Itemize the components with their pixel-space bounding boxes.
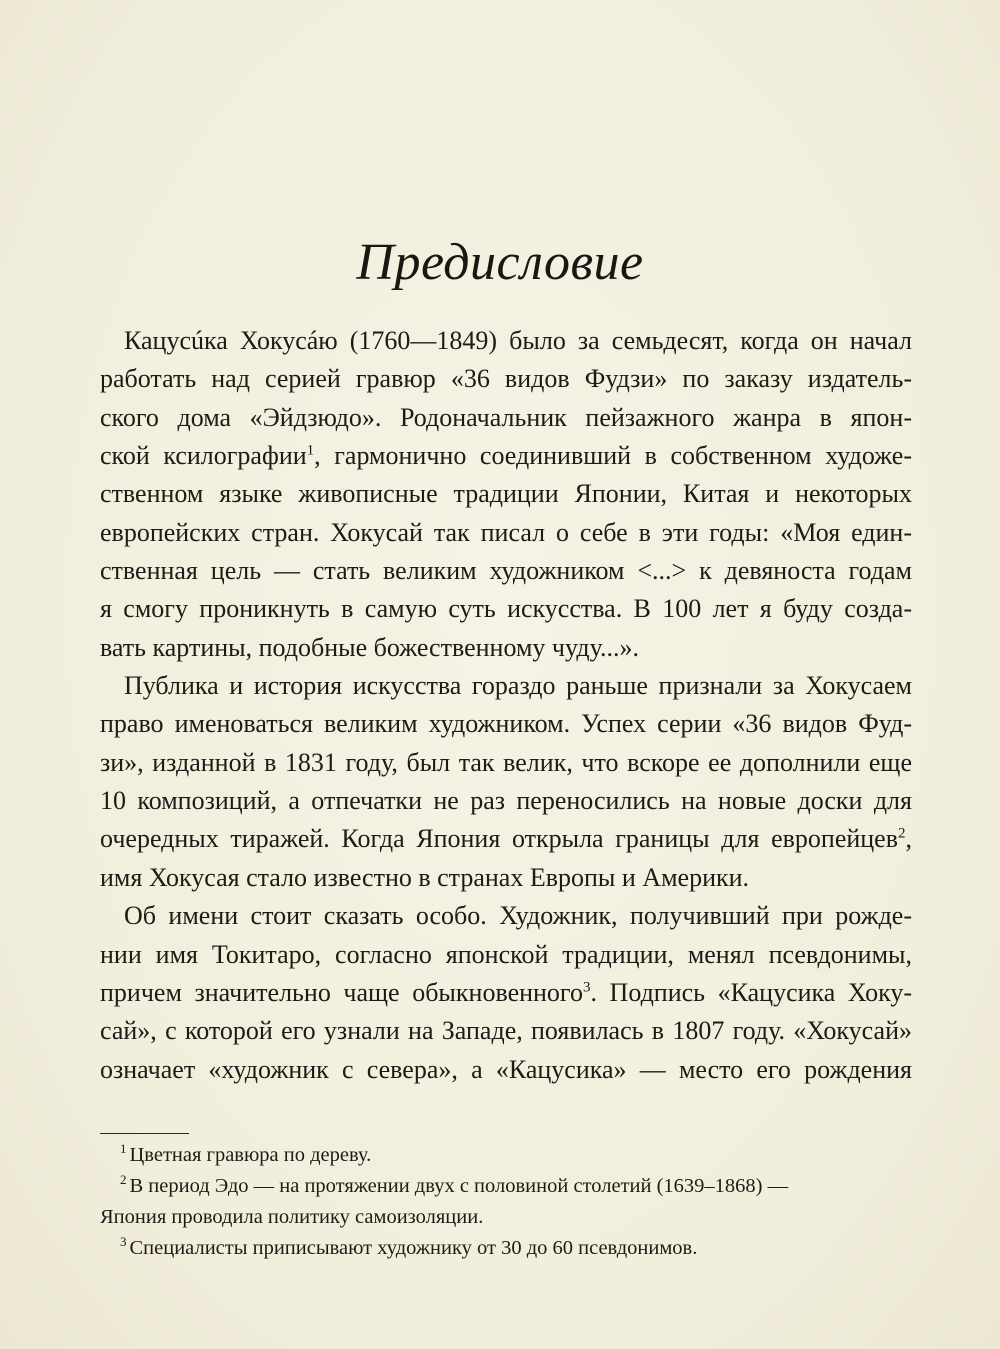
footnote-number: 3 bbox=[120, 1234, 127, 1250]
footnote-continuation: Япония проводила политику самоизоляции. bbox=[100, 1206, 484, 1228]
body-text bbox=[100, 322, 912, 1089]
footnote-text: Специалисты приписывают художнику от 30 до 60 псевдонимов. bbox=[129, 1237, 698, 1259]
text-line: Публика и история искусства гораздо раньше признали за Хокусаем bbox=[124, 671, 912, 701]
text-line-with-footnote bbox=[100, 820, 912, 858]
footnote bbox=[100, 1233, 912, 1264]
text-fragment: очередных тиражей. Когда Япония открыла границы для европейцев bbox=[100, 824, 898, 854]
text-line: ского дома «Эйдзюдо». Родоначальник пейзажного жанра в япон- bbox=[100, 402, 912, 432]
footnote bbox=[100, 1140, 912, 1171]
footnotes bbox=[100, 1140, 912, 1264]
text-line: означает «художник с севера», а «Кацусика» — место его рождения bbox=[100, 1054, 912, 1084]
text-line: работать над серией гравюр «36 видов Фудзи» по заказу издатель- bbox=[100, 364, 912, 394]
text-fragment: , bbox=[905, 824, 912, 854]
footnote-marker: 2 bbox=[898, 825, 906, 842]
text-line-with-footnote bbox=[100, 974, 912, 1012]
text-line: право именоваться великим художником. Успех серии «36 видов Фуд- bbox=[100, 709, 912, 739]
text-line: ственная цель — стать великим художником <...> к девяноста годам bbox=[100, 556, 912, 586]
footnote-number: 2 bbox=[120, 1172, 127, 1188]
text-fragment: . Подпись «Кацусика Хоку- bbox=[590, 977, 912, 1007]
text-line: Кацусúка Хокусáю (1760—1849) было за семьдесят, когда он начал bbox=[124, 326, 912, 355]
text-line-with-footnote bbox=[100, 437, 912, 475]
text-line: вать картины, подобные божественному чуду...». bbox=[100, 632, 639, 662]
footnote-text: Цветная гравюра по дереву. bbox=[129, 1144, 372, 1166]
footnote-text: В период Эдо — на протяжении двух с половиной столетий (1639–1868) — bbox=[129, 1175, 789, 1197]
footnote bbox=[100, 1171, 912, 1202]
text-fragment: причем значительно чаще обыкновенного bbox=[100, 977, 583, 1007]
text-line: 10 композиций, а отпечатки не раз переносились на новые доски для bbox=[100, 786, 912, 816]
text-line: я смогу проникнуть в самую суть искусства. В 100 лет я буду созда- bbox=[100, 594, 912, 624]
footnote-marker: 3 bbox=[582, 979, 591, 996]
footnote-number: 1 bbox=[120, 1141, 127, 1157]
text-line: европейских стран. Хокусай так писал о себе в эти годы: «Моя един- bbox=[100, 517, 912, 547]
text-line: имя Хокусая стало известно в странах Европы и Америки. bbox=[100, 862, 750, 892]
text-fragment: , гармонично соединивший в собственном художе- bbox=[314, 441, 913, 471]
text-line: ственном языке живописные традиции Японии, Китая и некоторых bbox=[100, 479, 912, 509]
text-line: сай», с которой его узнали на Западе, появилась в 1807 году. «Хокусай» bbox=[100, 1016, 912, 1046]
page-title: Предисловие bbox=[356, 234, 644, 291]
text-line: зи», изданной в 1831 году, был так велик, что вскоре ее дополнили еще bbox=[100, 747, 912, 777]
text-line: Об имени стоит сказать особо. Художник, получивший при рожде- bbox=[124, 901, 912, 931]
footnote-marker: 1 bbox=[306, 442, 315, 459]
text-line: нии имя Токитаро, согласно японской традиции, менял псевдонимы, bbox=[100, 939, 912, 969]
text-fragment: ской ксилографии bbox=[100, 441, 307, 471]
footnote-divider bbox=[100, 1133, 189, 1134]
